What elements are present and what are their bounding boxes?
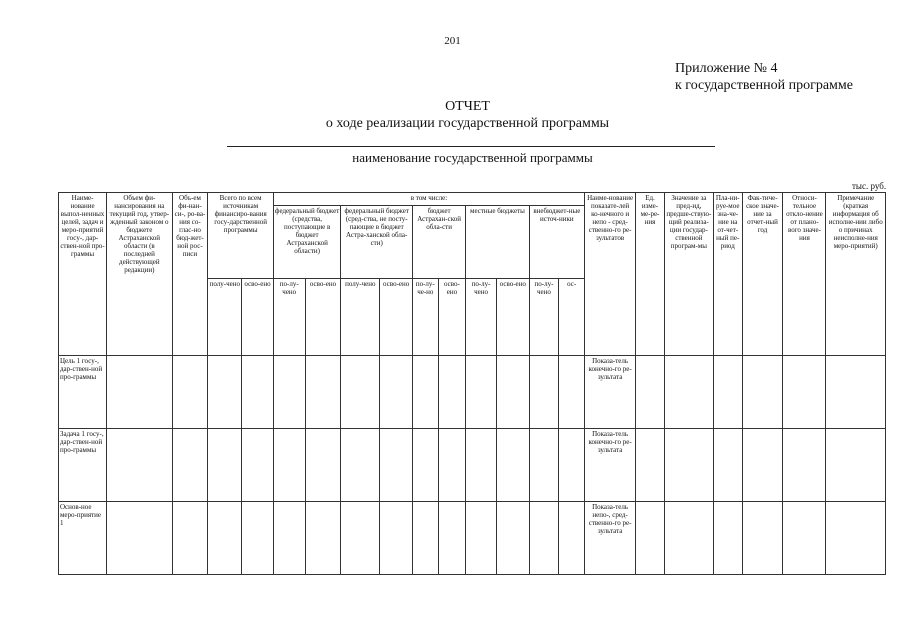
appendix-line-2: к государственной программе <box>675 78 853 93</box>
subheader-federal-nonpass-used: осво-ено <box>380 279 413 356</box>
subheader-extrabudget-used: ос- <box>559 279 585 356</box>
appendix-line-1: Приложение № 4 <box>675 61 778 76</box>
header-local: местные бюджеты <box>466 206 529 279</box>
header-federal-nonpass: федеральный бюджет (сред-ства, не посту-пающие в бюджет Астра-ханской обла-сти) <box>341 206 413 279</box>
header-total-all-sources: Всего по всем источникам финансиро-вания госу-дарственной программы <box>208 193 273 279</box>
header-including: в том числе: <box>273 193 584 206</box>
header-regional: бюджет Астрахан-ской обла-сти <box>413 206 466 279</box>
row-name: Задача 1 госу-, дар-ствен-ной про-граммы <box>59 429 107 502</box>
row-indicator: Показа-тель непо-, сред-ственно-го ре-зультата <box>585 502 636 575</box>
header-indicator-name: Наиме-нование показате-лей ко-нечного и непо - сред-ственно-го ре-зультатов <box>585 193 636 356</box>
subheader-regional-used: осво-ено <box>438 279 466 356</box>
table-row <box>59 356 886 429</box>
page-number: 201 <box>444 35 461 47</box>
header-name: Наиме-нование выпол-ненных целей, задач и меро-приятий госу-, дар-ствен-ной про-граммы <box>59 193 107 356</box>
subheader-federal-used: осво-ено <box>305 279 341 356</box>
unit-label: тыс. руб. <box>852 181 887 191</box>
table-row <box>59 429 886 502</box>
header-actual: Фак-тиче-ское значе-ние за отчет-ный год <box>742 193 783 356</box>
header-extrabudget: внебюджет-ные источ-ники <box>529 206 584 279</box>
table-row <box>59 502 886 575</box>
subheader-total-used: осво-ено <box>242 279 274 356</box>
row-name: Цель 1 госу-, дар-ствен-ной про-граммы <box>59 356 107 429</box>
header-unit-measure: Ед. изме-ме-ре-ния <box>636 193 665 356</box>
report-title-line-1: ОТЧЕТ <box>445 99 490 114</box>
subheader-regional-received: по-лу-че-но <box>413 279 439 356</box>
row-name: Основ-ное меро-приятие 1 <box>59 502 107 575</box>
subheader-total-received: полу-чено <box>208 279 242 356</box>
header-federal: федеральный бюджет (средства, поступающие в бюджет Астраханской области) <box>273 206 341 279</box>
row-indicator: Показа-тель конечно-го ре-зультата <box>585 429 636 502</box>
program-name-caption: наименование государственной программы <box>352 150 593 165</box>
appendix-label <box>675 60 853 94</box>
subheader-federal-received: по-лу-чено <box>273 279 305 356</box>
subheader-local-used: осво-ено <box>496 279 529 356</box>
subheader-federal-nonpass-received: полу-чено <box>341 279 380 356</box>
header-volume-agreed: Объ-ем фи-нан-си-, ро-ва-ния со-глас-но бюд-жет-ной рос-писи <box>172 193 208 356</box>
subheader-extrabudget-received: по-лу-чено <box>529 279 559 356</box>
report-title <box>0 98 905 132</box>
program-name-line <box>227 146 715 147</box>
header-planned: Пла-ни-руе-мое зна-че-ние на от-чет-ный пе-риод <box>713 193 742 356</box>
subheader-local-received: по-лу-чено <box>466 279 497 356</box>
header-deviation: Относи-тельное откло-нение от плано-вого значе-ния <box>783 193 826 356</box>
header-note: Примечание (краткая информация об исполне-нии либо о причинах неисполне-ния меро-приятий) <box>826 193 886 356</box>
report-title-line-2: о ходе реализации государственной программы <box>325 116 610 131</box>
row-indicator: Показа-тель конечно-го ре-зультата <box>585 356 636 429</box>
header-prev-value: Значение за пред-ид, предше-ствую-щий реализа-ции государ-ственной програм-мы <box>664 193 713 356</box>
header-funding-volume: Объем фи-нансирования на текущий год, утвер-жденный законом о бюджете Астраханской области (в последней действующей редакции) <box>107 193 172 356</box>
report-table <box>58 192 886 575</box>
